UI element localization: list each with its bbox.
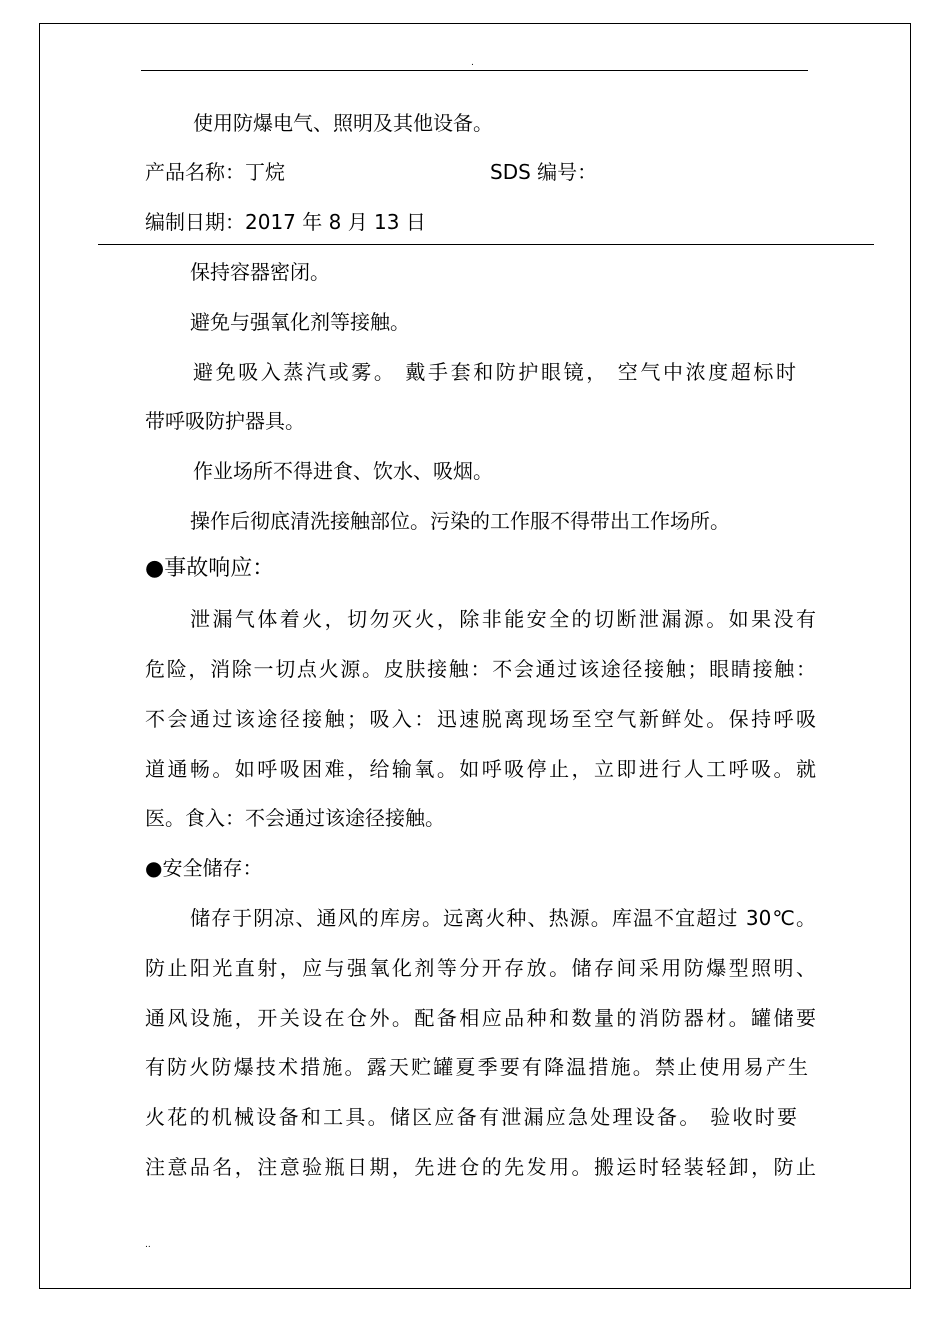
text-line: 不会通过该途径接触；吸入：迅速脱离现场至空气新鲜处。保持呼吸 — [145, 707, 816, 731]
header-rule — [141, 70, 808, 71]
header-dot: . — [471, 58, 474, 68]
text-line: 医。食入：不会通过该途径接触。 — [145, 806, 445, 830]
text-line: 储存于阴凉、通风的库房。远离火种、热源。库温不宜超过 30℃。 — [190, 906, 816, 930]
section-rule — [98, 244, 874, 245]
product-name-label: 产品名称：丁烷 — [145, 160, 285, 184]
text-line: 火花的机械设备和工具。储区应备有泄漏应急处理设备。 验收时要 — [145, 1105, 797, 1129]
text-line: 注意品名，注意验瓶日期，先进仓的先发用。搬运时轻装轻卸，防止 — [145, 1155, 816, 1179]
sds-number-label: SDS 编号： — [490, 160, 598, 184]
text-line: 通风设施，开关设在仓外。配备相应品种和数量的消防器材。罐储要 — [145, 1006, 816, 1030]
section-heading-safe-storage: ●安全储存： — [145, 856, 263, 880]
text-line: 带呼吸防护器具。 — [145, 409, 305, 433]
text-line: 操作后彻底清洗接触部位。污染的工作服不得带出工作场所。 — [190, 509, 730, 533]
text-line: 防止阳光直射，应与强氧化剂等分开存放。储存间采用防爆型照明、 — [145, 956, 816, 980]
text-line: 使用防爆电气、照明及其他设备。 — [193, 111, 493, 135]
text-line: 危险，消除一切点火源。皮肤接触：不会通过该途径接触；眼睛接触： — [145, 657, 816, 681]
text-line: 避免吸入蒸汽或雾。 戴手套和防护眼镜， 空气中浓度超标时 — [193, 360, 796, 384]
compile-date-label: 编制日期：2017 年 8 月 13 日 — [145, 210, 426, 234]
text-line: 避免与强氧化剂等接触。 — [190, 310, 410, 334]
text-line: 道通畅。如呼吸困难，给输氧。如呼吸停止，立即进行人工呼吸。就 — [145, 757, 816, 781]
footer-dots: .. — [145, 1240, 151, 1250]
text-line: 保持容器密闭。 — [190, 260, 330, 284]
text-line: 泄漏气体着火，切勿灭火，除非能安全的切断泄漏源。如果没有 — [190, 607, 816, 631]
text-line: 作业场所不得进食、饮水、吸烟。 — [193, 459, 493, 483]
text-line: 有防火防爆技术措施。露天贮罐夏季要有降温措施。禁止使用易产生 — [145, 1055, 808, 1079]
section-heading-accident-response: ●事故响应： — [145, 556, 275, 581]
